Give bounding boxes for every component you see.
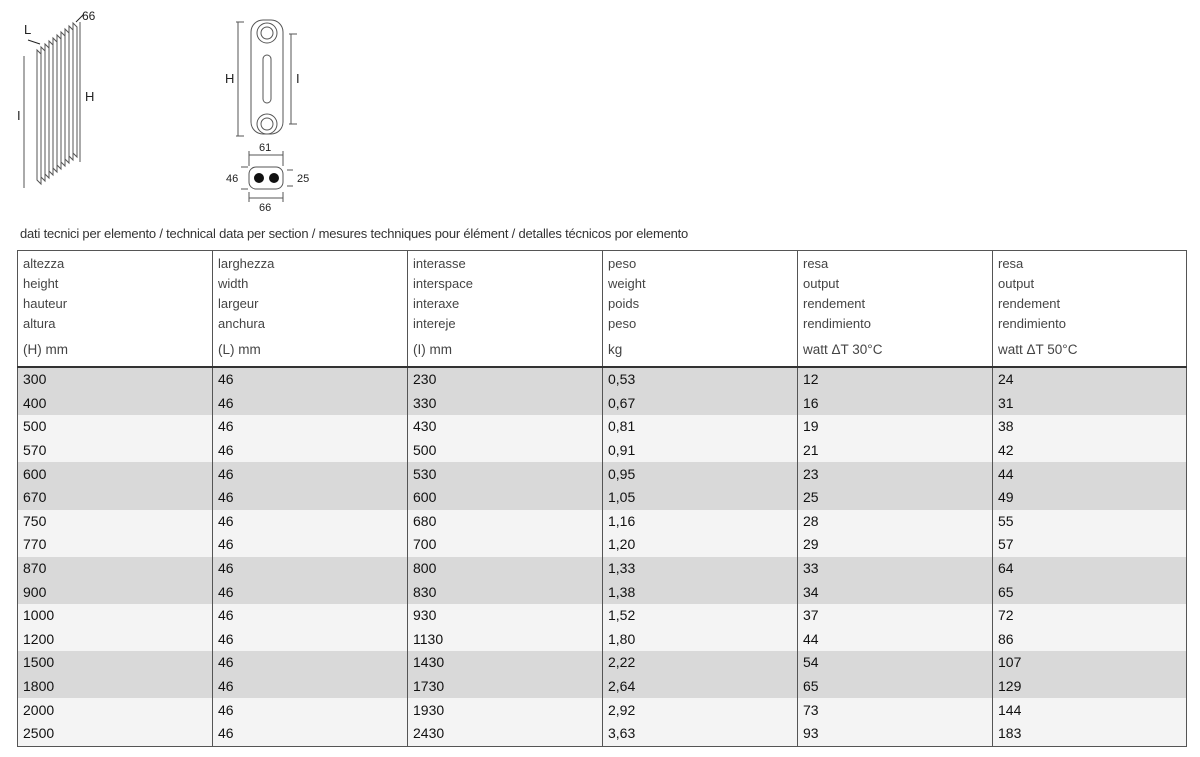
header-label: output [803, 276, 840, 291]
cell-width: 46 [213, 510, 408, 534]
column-header-width [213, 251, 408, 368]
cell-width: 46 [213, 392, 408, 416]
cell-output-50: 42 [993, 439, 1187, 463]
cell-output-50: 55 [993, 510, 1187, 534]
header-label: peso [608, 316, 637, 331]
cell-height: 2000 [18, 698, 213, 722]
table-caption: dati tecnici per elemento / technical data per section / mesures techniques pour élément / detalles técnicos por elemento [20, 226, 689, 241]
cell-output-50: 183 [993, 722, 1187, 746]
cell-width: 46 [213, 533, 408, 557]
cell-output-30: 65 [798, 675, 993, 699]
label-61: 61 [259, 142, 272, 154]
cell-output-50: 49 [993, 486, 1187, 510]
header-label: altezza [23, 256, 65, 271]
cell-weight: 2,22 [603, 651, 798, 675]
radiator-cross-section [241, 151, 293, 202]
cell-height: 300 [18, 367, 213, 392]
header-label: resa [998, 256, 1024, 271]
table-row [18, 462, 1187, 486]
table-row [18, 367, 1187, 392]
cell-weight: 0,53 [603, 367, 798, 392]
table-row [18, 415, 1187, 439]
header-label: rendimiento [803, 316, 871, 331]
cell-interspace: 1130 [408, 628, 603, 652]
table-row [18, 580, 1187, 604]
cell-width: 46 [213, 415, 408, 439]
header-unit: (I) mm [413, 342, 452, 357]
cell-height: 670 [18, 486, 213, 510]
cell-width: 46 [213, 628, 408, 652]
technical-drawings [0, 0, 420, 220]
cell-height: 750 [18, 510, 213, 534]
radiator-side-view [24, 14, 84, 188]
table-row [18, 486, 1187, 510]
cell-output-30: 28 [798, 510, 993, 534]
header-label: larghezza [218, 256, 275, 271]
cell-output-50: 144 [993, 698, 1187, 722]
cell-output-30: 21 [798, 439, 993, 463]
label-46: 46 [226, 173, 239, 185]
cell-weight: 1,80 [603, 628, 798, 652]
cell-output-30: 16 [798, 392, 993, 416]
column-header-height [18, 251, 213, 368]
cell-weight: 1,16 [603, 510, 798, 534]
cell-height: 500 [18, 415, 213, 439]
header-label: width [218, 276, 249, 291]
cell-height: 1000 [18, 604, 213, 628]
cell-output-50: 86 [993, 628, 1187, 652]
cell-weight: 1,52 [603, 604, 798, 628]
table-row [18, 651, 1187, 675]
header-label: interasse [413, 256, 466, 271]
table-row [18, 392, 1187, 416]
table-body [18, 367, 1187, 746]
cell-interspace: 1730 [408, 675, 603, 699]
table-row [18, 698, 1187, 722]
cell-output-30: 73 [798, 698, 993, 722]
cell-height: 870 [18, 557, 213, 581]
cell-output-50: 64 [993, 557, 1187, 581]
cell-weight: 0,95 [603, 462, 798, 486]
cell-width: 46 [213, 698, 408, 722]
cell-weight: 0,67 [603, 392, 798, 416]
header-unit: watt ΔT 50°C [998, 342, 1078, 357]
column-header-output-30 [798, 251, 993, 368]
cell-output-50: 44 [993, 462, 1187, 486]
cell-interspace: 530 [408, 462, 603, 486]
cell-output-30: 34 [798, 580, 993, 604]
label-25: 25 [297, 173, 310, 185]
header-unit: (H) mm [23, 342, 68, 357]
cell-interspace: 1430 [408, 651, 603, 675]
label-H-front: H [225, 71, 235, 86]
cell-interspace: 830 [408, 580, 603, 604]
cell-weight: 0,81 [603, 415, 798, 439]
header-label: intereje [413, 316, 456, 331]
header-unit: kg [608, 342, 623, 357]
cell-output-30: 93 [798, 722, 993, 746]
cell-output-50: 107 [993, 651, 1187, 675]
table-row [18, 604, 1187, 628]
label-66-top: 66 [82, 9, 96, 23]
cell-height: 770 [18, 533, 213, 557]
header-label: interaxe [413, 296, 460, 311]
header-label: rendement [803, 296, 866, 311]
cell-width: 46 [213, 604, 408, 628]
cell-output-50: 31 [993, 392, 1187, 416]
cell-output-50: 129 [993, 675, 1187, 699]
header-label: anchura [218, 316, 265, 331]
cell-output-50: 24 [993, 367, 1187, 392]
cell-weight: 3,63 [603, 722, 798, 746]
cell-height: 900 [18, 580, 213, 604]
cell-output-30: 37 [798, 604, 993, 628]
cell-output-30: 25 [798, 486, 993, 510]
header-label: interspace [413, 276, 473, 291]
cell-interspace: 700 [408, 533, 603, 557]
cell-weight: 0,91 [603, 439, 798, 463]
label-I-front: I [296, 71, 300, 86]
cell-width: 46 [213, 462, 408, 486]
header-label: hauteur [23, 296, 68, 311]
cell-output-50: 72 [993, 604, 1187, 628]
cell-output-50: 38 [993, 415, 1187, 439]
cell-width: 46 [213, 580, 408, 604]
cell-width: 46 [213, 651, 408, 675]
table-row [18, 557, 1187, 581]
cell-interspace: 600 [408, 486, 603, 510]
table-row [18, 533, 1187, 557]
cell-height: 1800 [18, 675, 213, 699]
header-label: height [23, 276, 59, 291]
header-label: peso [608, 256, 637, 271]
label-66-bottom: 66 [259, 202, 272, 214]
cell-output-30: 33 [798, 557, 993, 581]
cell-interspace: 330 [408, 392, 603, 416]
cell-output-30: 54 [798, 651, 993, 675]
cell-width: 46 [213, 486, 408, 510]
cell-height: 1200 [18, 628, 213, 652]
header-label: rendement [998, 296, 1061, 311]
label-I-side: I [17, 108, 21, 123]
cell-interspace: 800 [408, 557, 603, 581]
cell-interspace: 500 [408, 439, 603, 463]
cell-weight: 1,20 [603, 533, 798, 557]
header-unit: watt ΔT 30°C [803, 342, 883, 357]
table-row [18, 675, 1187, 699]
cell-interspace: 1930 [408, 698, 603, 722]
table-header-row [18, 251, 1187, 368]
cell-output-50: 57 [993, 533, 1187, 557]
table-row [18, 439, 1187, 463]
label-H-side: H [85, 89, 95, 104]
column-header-weight [603, 251, 798, 368]
table-row [18, 722, 1187, 746]
cell-weight: 2,92 [603, 698, 798, 722]
cell-width: 46 [213, 722, 408, 746]
cell-weight: 1,38 [603, 580, 798, 604]
header-label: altura [23, 316, 56, 331]
cell-weight: 2,64 [603, 675, 798, 699]
header-label: poids [608, 296, 640, 311]
cell-height: 600 [18, 462, 213, 486]
cell-height: 400 [18, 392, 213, 416]
section-pipe-left [254, 173, 264, 183]
cell-output-30: 29 [798, 533, 993, 557]
technical-data-table [17, 250, 1187, 747]
cell-height: 1500 [18, 651, 213, 675]
header-label: largeur [218, 296, 259, 311]
cell-weight: 1,05 [603, 486, 798, 510]
cell-width: 46 [213, 557, 408, 581]
column-header-interspace [408, 251, 603, 368]
table-row [18, 510, 1187, 534]
cell-output-30: 23 [798, 462, 993, 486]
header-unit: (L) mm [218, 342, 261, 357]
cell-width: 46 [213, 367, 408, 392]
cell-output-30: 19 [798, 415, 993, 439]
header-label: rendimiento [998, 316, 1066, 331]
column-header-output-50 [993, 251, 1187, 368]
cell-height: 2500 [18, 722, 213, 746]
cell-interspace: 930 [408, 604, 603, 628]
header-label: output [998, 276, 1035, 291]
radiator-front-view [236, 20, 297, 136]
label-L: L [24, 22, 32, 37]
cell-output-30: 12 [798, 367, 993, 392]
header-label: resa [803, 256, 829, 271]
cell-width: 46 [213, 439, 408, 463]
cell-width: 46 [213, 675, 408, 699]
cell-output-50: 65 [993, 580, 1187, 604]
cell-height: 570 [18, 439, 213, 463]
cell-interspace: 2430 [408, 722, 603, 746]
header-label: weight [608, 276, 646, 291]
cell-interspace: 680 [408, 510, 603, 534]
table-row [18, 628, 1187, 652]
cell-weight: 1,33 [603, 557, 798, 581]
cell-output-30: 44 [798, 628, 993, 652]
cell-interspace: 430 [408, 415, 603, 439]
cell-interspace: 230 [408, 367, 603, 392]
section-pipe-right [269, 173, 279, 183]
